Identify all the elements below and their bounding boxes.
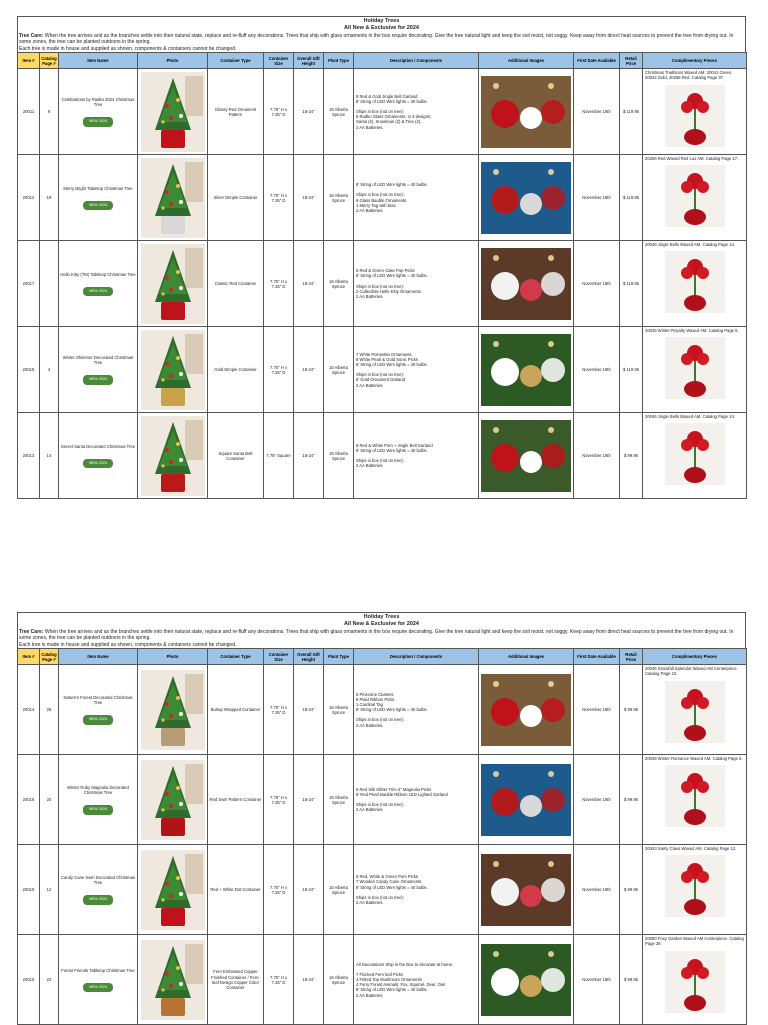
container-type: Square Santa Belt Container xyxy=(208,413,264,499)
component-line: 6' Gold Ornament Garland xyxy=(356,377,405,383)
additional-images-cell xyxy=(479,665,574,755)
first-date: November 18th xyxy=(574,69,620,155)
item-name-cell xyxy=(59,845,138,935)
container-size: 7.75" H x 7.25" D xyxy=(264,155,294,241)
item-name-cell xyxy=(59,935,138,1025)
first-date: November 18th xyxy=(574,413,620,499)
item-name: Forest Friends Tabletop Christmas Tree xyxy=(61,967,135,973)
complimentary-cell xyxy=(643,755,747,845)
component-line: 2 AA Batteries. xyxy=(356,208,384,214)
column-header: Catalog Page # xyxy=(40,649,59,665)
additional-image xyxy=(481,944,571,1016)
retail-price: $ 99.95 xyxy=(620,413,643,499)
item-number: 20019 xyxy=(18,845,40,935)
additional-image xyxy=(481,420,571,492)
product-table xyxy=(17,52,747,499)
new-badge: NEW 2024 xyxy=(83,715,113,724)
component-line: 8' String of LED Wire lights = 40 bulbs. xyxy=(356,273,428,279)
gift-height: 18-24" xyxy=(294,665,324,755)
item-name-cell xyxy=(59,413,138,499)
table-row xyxy=(18,845,747,935)
catalog-page: 20 xyxy=(40,755,59,845)
plant-type: 16 Alberta Spruce xyxy=(324,327,354,413)
retail-price: $ 119.95 xyxy=(620,327,643,413)
complimentary-cell xyxy=(643,241,747,327)
complimentary-text: 20080 Foxy Garden Waxed AM Centerpiece. Catalog Page 26. xyxy=(645,936,744,947)
component-line: 8 Red & White Pom + Jingle Bell Garland xyxy=(356,442,433,448)
photo-cell xyxy=(138,755,208,845)
column-header: Item # xyxy=(18,649,40,665)
description-cell xyxy=(354,155,479,241)
additional-images-cell xyxy=(479,241,574,327)
sheet-title: Holiday Trees xyxy=(363,18,400,24)
table-header-row xyxy=(18,649,747,665)
component-line: 8' String of LED Wire lights = 40 bulbs. xyxy=(356,362,428,368)
tree-photo xyxy=(141,670,205,750)
component-line: 6' Red Pearl Bauble Ribbon LED Lighted Garland xyxy=(356,792,448,798)
description-cell xyxy=(354,413,479,499)
column-header: Retail Price xyxy=(620,53,643,69)
item-name-cell xyxy=(59,665,138,755)
component-line: 4 Felted Top Mushroom Ornaments xyxy=(356,977,422,983)
gift-height: 18-24" xyxy=(294,155,324,241)
component-line: 8 Red & Gold Jingle Bell Garland xyxy=(356,93,418,99)
tree-photo xyxy=(141,760,205,840)
retail-price: $ 119.95 xyxy=(620,155,643,241)
column-header: Overall Gift Height xyxy=(294,649,324,665)
container-size: 7.75" H x 7.25" D xyxy=(264,69,294,155)
component-line: 6 Red & Green Cake Pop Picks xyxy=(356,268,415,274)
container-type: Fern Embossed Copper Finished Container / Fern-leaf Design Copper Color Container xyxy=(208,935,264,1025)
complimentary-cell xyxy=(643,665,747,755)
component-line: 6 Red Silk Glitter Trim 4" Magnolia Picks xyxy=(356,786,432,792)
photo-cell xyxy=(138,935,208,1025)
amaryllis-photo xyxy=(665,855,725,917)
item-number: 20013 xyxy=(18,413,40,499)
product-table xyxy=(17,648,747,1025)
description-cell xyxy=(354,665,479,755)
component-line: 8' String of LED Wire lights = 40 bulbs. xyxy=(356,707,428,713)
additional-images-cell xyxy=(479,327,574,413)
column-header: Container Type xyxy=(208,53,264,69)
column-header: Description / Components xyxy=(354,53,479,69)
care-text: When the tree arrives and as the branches settle into their natural state, replace and re-fluff any decorations. Trees that ship with glass ornaments in the box require decorating. Give the tree natural light and keep the soil moist, not soggy. Keep away from direct heat sources to prevent the tree from drying out. In some zones, the tree can be planted outdoors in the spring. xyxy=(19,629,734,642)
description-cell xyxy=(354,69,479,155)
plant-type: 16 Alberta Spruce xyxy=(324,413,354,499)
amaryllis-photo xyxy=(665,85,725,147)
container-type: Silver Dimple Container xyxy=(208,155,264,241)
table-row xyxy=(18,241,747,327)
component-line: 7 White Poinsettia Ornaments xyxy=(356,351,412,357)
table-row xyxy=(18,69,747,155)
catalog-page: 12 xyxy=(40,845,59,935)
container-size: 7.75" H x 7.25" D xyxy=(264,755,294,845)
column-header: Plant Type xyxy=(324,649,354,665)
photo-cell xyxy=(138,665,208,755)
new-badge: NEW 2024 xyxy=(83,983,113,992)
column-header: Container Type xyxy=(208,649,264,665)
tree-photo xyxy=(141,416,205,496)
component-line: Santa (2), Snowman (2) & Tree (2). xyxy=(356,119,422,125)
item-name-cell xyxy=(59,155,138,241)
table-row xyxy=(18,935,747,1025)
new-badge: NEW 2024 xyxy=(83,459,113,468)
item-name: Hello Kitty (TM) Tabletop Christmas Tree xyxy=(60,271,136,277)
container-size: 7.75" Square xyxy=(264,413,294,499)
component-line: Ships in box (not on tree): xyxy=(356,283,404,289)
component-line: Ships in box (not on tree): xyxy=(356,717,404,723)
component-line: 6 Radko Glass Ornaments, in 3 designs: xyxy=(356,114,432,120)
new-badge: NEW 2024 xyxy=(83,895,113,904)
item-number: 20018 xyxy=(18,327,40,413)
column-header: Item # xyxy=(18,53,40,69)
first-date: November 18th xyxy=(574,155,620,241)
component-line: 6 Glass Bauble Ornaments xyxy=(356,197,407,203)
additional-images-cell xyxy=(479,845,574,935)
photo-cell xyxy=(138,327,208,413)
photo-cell xyxy=(138,155,208,241)
catalog-page xyxy=(40,241,59,327)
item-name-cell xyxy=(59,755,138,845)
gift-height: 18-24" xyxy=(294,845,324,935)
description-cell xyxy=(354,845,479,935)
amaryllis-photo xyxy=(665,423,725,485)
column-header: Plant Type xyxy=(324,53,354,69)
first-date: November 18th xyxy=(574,327,620,413)
component-line: 1 Merry Tag with bow xyxy=(356,202,396,208)
component-line: 4 Furry Forest Animals: Fox, Squirrel, Deer, Owl xyxy=(356,982,445,988)
component-line: Ships in box (not on tree): xyxy=(356,372,404,378)
component-line: 1 Cardinal Tag xyxy=(356,702,383,708)
new-badge: NEW 2024 xyxy=(83,117,113,126)
care-label: Tree Care: xyxy=(19,33,44,39)
plant-type: 16 Alberta Spruce xyxy=(324,845,354,935)
container-type: Burlap Wrapped Container xyxy=(208,665,264,755)
amaryllis-photo xyxy=(665,251,725,313)
table-header-row xyxy=(18,53,747,69)
component-line: 7 Wooden Candy Cane Ornaments xyxy=(356,879,422,885)
item-name: Winter Ruby Magnolia Decorated Christmas Tree xyxy=(67,784,129,796)
complimentary-text: 20046 Jingle Bells Waxed AM. Catalog Page 14. xyxy=(645,414,735,420)
gift-height: 18-24" xyxy=(294,755,324,845)
photo-cell xyxy=(138,413,208,499)
tree-photo xyxy=(141,330,205,410)
column-header: First Date Available xyxy=(574,53,620,69)
item-number: 20012 xyxy=(18,155,40,241)
item-number: 20011 xyxy=(18,69,40,155)
column-header: Complimentary Pieces xyxy=(643,649,747,665)
container-type: Gold Dimple Container xyxy=(208,327,264,413)
additional-image xyxy=(481,764,571,836)
product-sheet xyxy=(17,612,746,1025)
column-header: Photo xyxy=(138,53,208,69)
component-line: 2 AA Batteries. xyxy=(356,382,384,388)
first-date: November 18th xyxy=(574,845,620,935)
item-name: Nature's Forest Decorated Christmas Tree xyxy=(63,694,133,706)
product-sheet xyxy=(17,16,746,499)
component-line: Ships in box (not on tree): xyxy=(356,802,404,808)
container-size: 7.75" H x 7.25" D xyxy=(264,665,294,755)
first-date: November 18th xyxy=(574,241,620,327)
new-badge: NEW 2024 xyxy=(83,201,113,210)
tree-photo xyxy=(141,244,205,324)
container-size: 7.75" H x 7.25" D xyxy=(264,935,294,1025)
column-header: Description / Components xyxy=(354,649,479,665)
amaryllis-photo xyxy=(665,165,725,227)
component-line: 2 AA Batteries. xyxy=(356,992,384,998)
plant-type: 16 Alberta Spruce xyxy=(324,755,354,845)
component-line: 7 Flocked Fern leaf Picks xyxy=(356,971,404,977)
item-number: 20015 xyxy=(18,935,40,1025)
column-header: Complimentary Pieces xyxy=(643,53,747,69)
component-line: 2 AA Batteries. xyxy=(356,722,384,728)
gift-height: 18-24" xyxy=(294,327,324,413)
component-line: 2 AA Batteries. xyxy=(356,124,384,130)
additional-image xyxy=(481,76,571,148)
component-line: 8' String of LED Wire lights = 40 bulbs. xyxy=(356,182,428,188)
tree-photo xyxy=(141,940,205,1020)
gift-height: 18-24" xyxy=(294,935,324,1025)
complimentary-cell xyxy=(643,155,747,241)
tree-photo xyxy=(141,158,205,238)
component-line: 2 AA Batteries. xyxy=(356,900,384,906)
retail-price: $ 119.95 xyxy=(620,69,643,155)
catalog-page: 28 xyxy=(40,665,59,755)
item-number: 20014 xyxy=(18,665,40,755)
additional-images-cell xyxy=(479,755,574,845)
plant-type: 16 Alberta Spruce xyxy=(324,69,354,155)
first-date: November 18th xyxy=(574,935,620,1025)
item-name: Secret Santa Decorated Christmas Tree xyxy=(60,443,136,449)
catalog-page: 23 xyxy=(40,935,59,1025)
additional-image xyxy=(481,674,571,746)
table-row xyxy=(18,327,747,413)
additional-images-cell xyxy=(479,413,574,499)
item-name: Merry Bright Tabletop Christmas Tree xyxy=(63,185,133,191)
component-line: Ships in box (not on tree): xyxy=(356,192,404,198)
catalog-page: 9 xyxy=(40,69,59,155)
component-line: 6 White Pearl & Gold Sonic Picks xyxy=(356,356,418,362)
item-name-cell xyxy=(59,241,138,327)
column-header: Additional Images xyxy=(479,53,574,69)
additional-images-cell xyxy=(479,935,574,1025)
new-badge: NEW 2024 xyxy=(83,287,113,296)
photo-cell xyxy=(138,69,208,155)
component-line: 2 AA Batteries. xyxy=(356,463,384,469)
care-footnote: Each tree is made in house and supplied as shown, components & containers cannot be changed. xyxy=(19,45,237,52)
additional-image xyxy=(481,854,571,926)
column-header: Container Size xyxy=(264,649,294,665)
column-header: Item Name xyxy=(59,53,138,69)
sheet-title-block xyxy=(17,16,746,33)
retail-price: $ 99.95 xyxy=(620,935,643,1025)
column-header: First Date Available xyxy=(574,649,620,665)
gift-height: 18-24" xyxy=(294,69,324,155)
tree-care-note xyxy=(17,629,746,648)
component-line: 8' String of LED Wire lights = 40 bulbs. xyxy=(356,98,428,104)
description-cell xyxy=(354,935,479,1025)
additional-image xyxy=(481,248,571,320)
container-type: Red + White Dot Container xyxy=(208,845,264,935)
complimentary-text: Christmas Traditions Waxed AM: 20041 Green, 20042 Gold, 20256 Red. Catalog Page 37. xyxy=(645,70,733,81)
description-cell xyxy=(354,241,479,327)
new-badge: NEW 2024 xyxy=(83,805,113,814)
care-footnote: Each tree is made in house and supplied as shown, components & containers cannot be changed. xyxy=(19,641,237,648)
item-number: 20016 xyxy=(18,755,40,845)
sheet-title-block xyxy=(17,612,746,629)
component-line: 6 Plaid Ribbon Picks xyxy=(356,696,395,702)
component-line: 8' String of LED Wire lights = 40 bulbs. xyxy=(356,987,428,993)
catalog-page: 19 xyxy=(40,155,59,241)
complimentary-text: 20256 Red Waxed Red Lux AM. Catalog Page 17. xyxy=(645,156,739,162)
photo-cell xyxy=(138,845,208,935)
plant-type: 16 Alberta Spruce xyxy=(324,935,354,1025)
description-cell xyxy=(354,327,479,413)
complimentary-cell xyxy=(643,935,747,1025)
component-line: Ships in box (not on tree): xyxy=(356,458,404,464)
column-header: Item Name xyxy=(59,649,138,665)
photo-cell xyxy=(138,241,208,327)
container-size: 7.75" H x 7.25" D xyxy=(264,241,294,327)
component-line: 2 Collectible Hello Kitty Ornaments xyxy=(356,288,421,294)
retail-price: $ 99.95 xyxy=(620,665,643,755)
retail-price: $ 99.95 xyxy=(620,845,643,935)
complimentary-text: 20043 Santy Claus Waxed AM. Catalog Page 12. xyxy=(645,846,737,852)
gift-height: 18-24" xyxy=(294,413,324,499)
column-header: Photo xyxy=(138,649,208,665)
retail-price: $ 119.95 xyxy=(620,241,643,327)
complimentary-cell xyxy=(643,413,747,499)
care-text: When the tree arrives and as the branches settle into their natural state, replace and re-fluff any decorations. Trees that ship with glass ornaments in the box require decorating. Give the tree natural light and keep the soil moist, not soggy. Keep away from direct heat sources to prevent the tree from drying out. In some zones, the tree can be planted outdoors in the spring. xyxy=(19,33,734,46)
complimentary-cell xyxy=(643,845,747,935)
sheet-subtitle: All New & Exclusive for 2024 xyxy=(344,621,419,627)
catalog-page: 4 xyxy=(40,327,59,413)
complimentary-text: 20046 Snowfall Splendor Waxed AM Centerpiece. Catalog Page 22. xyxy=(645,666,738,677)
first-date: November 18th xyxy=(574,665,620,755)
sheet-subtitle: All New & Exclusive for 2024 xyxy=(344,25,419,31)
new-badge: NEW 2024 xyxy=(83,375,113,384)
container-size: 7.75" H x 7.25" D xyxy=(264,845,294,935)
column-header: Container Size xyxy=(264,53,294,69)
column-header: Catalog Page # xyxy=(40,53,59,69)
retail-price: $ 99.95 xyxy=(620,755,643,845)
component-line: All Decorations Ship in the Box to decorate at home: xyxy=(356,961,454,967)
column-header: Retail Price xyxy=(620,649,643,665)
item-name: Celebrations by Radko 2024 Christmas Tree xyxy=(61,96,135,108)
complimentary-text: 20046 Winter Romance Waxed AM. Catalog Page 6. xyxy=(645,756,743,762)
complimentary-text: 20045 Winter Royalty Waxed AM. Catalog Page 8. xyxy=(645,328,739,334)
catalog-page: 14 xyxy=(40,413,59,499)
additional-image xyxy=(481,334,571,406)
container-type: Red Swirl Pattern Container xyxy=(208,755,264,845)
component-line: 8' String of LED Wire lights = 40 bulbs. xyxy=(356,448,428,454)
description-cell xyxy=(354,755,479,845)
plant-type: 16 Alberta Spruce xyxy=(324,241,354,327)
component-line: Ships in box (not on tree): xyxy=(356,894,404,900)
item-number: 20017 xyxy=(18,241,40,327)
container-type: Glossy Red Ornament Pattern xyxy=(208,69,264,155)
additional-images-cell xyxy=(479,69,574,155)
plant-type: 16 Alberta Spruce xyxy=(324,665,354,755)
additional-image xyxy=(481,162,571,234)
component-line: 8' String of LED Wire lights = 40 bulbs. xyxy=(356,884,428,890)
table-row xyxy=(18,755,747,845)
amaryllis-photo xyxy=(665,951,725,1013)
tree-care-note xyxy=(17,33,746,52)
column-header: Overall Gift Height xyxy=(294,53,324,69)
tree-photo xyxy=(141,850,205,930)
complimentary-text: 20046 Jingle Bells Waxed AM. Catalog Page 14. xyxy=(645,242,735,248)
item-name-cell xyxy=(59,327,138,413)
sheet-title: Holiday Trees xyxy=(363,614,400,620)
complimentary-cell xyxy=(643,327,747,413)
container-size: 7.75" H x 7.25" D xyxy=(264,327,294,413)
amaryllis-photo xyxy=(665,765,725,827)
table-row xyxy=(18,155,747,241)
care-label: Tree Care: xyxy=(19,629,44,635)
component-line: Ships in box (not on tree): xyxy=(356,109,404,115)
table-row xyxy=(18,665,747,755)
component-line: 2 AA Batteries. xyxy=(356,294,384,300)
plant-type: 16 Alberta Spruce xyxy=(324,155,354,241)
item-name: Candy Cane Swirl Decorated Christmas Tree xyxy=(60,874,135,886)
item-name: Winter Shimmer Decorated Christmas Tree xyxy=(62,354,134,366)
component-line: 6 Red, White & Green Pom Picks xyxy=(356,874,418,880)
additional-images-cell xyxy=(479,155,574,241)
column-header: Additional Images xyxy=(479,649,574,665)
first-date: November 18th xyxy=(574,755,620,845)
tree-photo xyxy=(141,72,205,152)
component-line: 2 AA Batteries. xyxy=(356,807,384,813)
item-name-cell xyxy=(59,69,138,155)
complimentary-cell xyxy=(643,69,747,155)
gift-height: 18-24" xyxy=(294,241,324,327)
component-line: 6 Pinecone Clusters xyxy=(356,691,394,697)
amaryllis-photo xyxy=(665,681,725,743)
table-row xyxy=(18,413,747,499)
container-type: Classic Red Container xyxy=(208,241,264,327)
amaryllis-photo xyxy=(665,337,725,399)
